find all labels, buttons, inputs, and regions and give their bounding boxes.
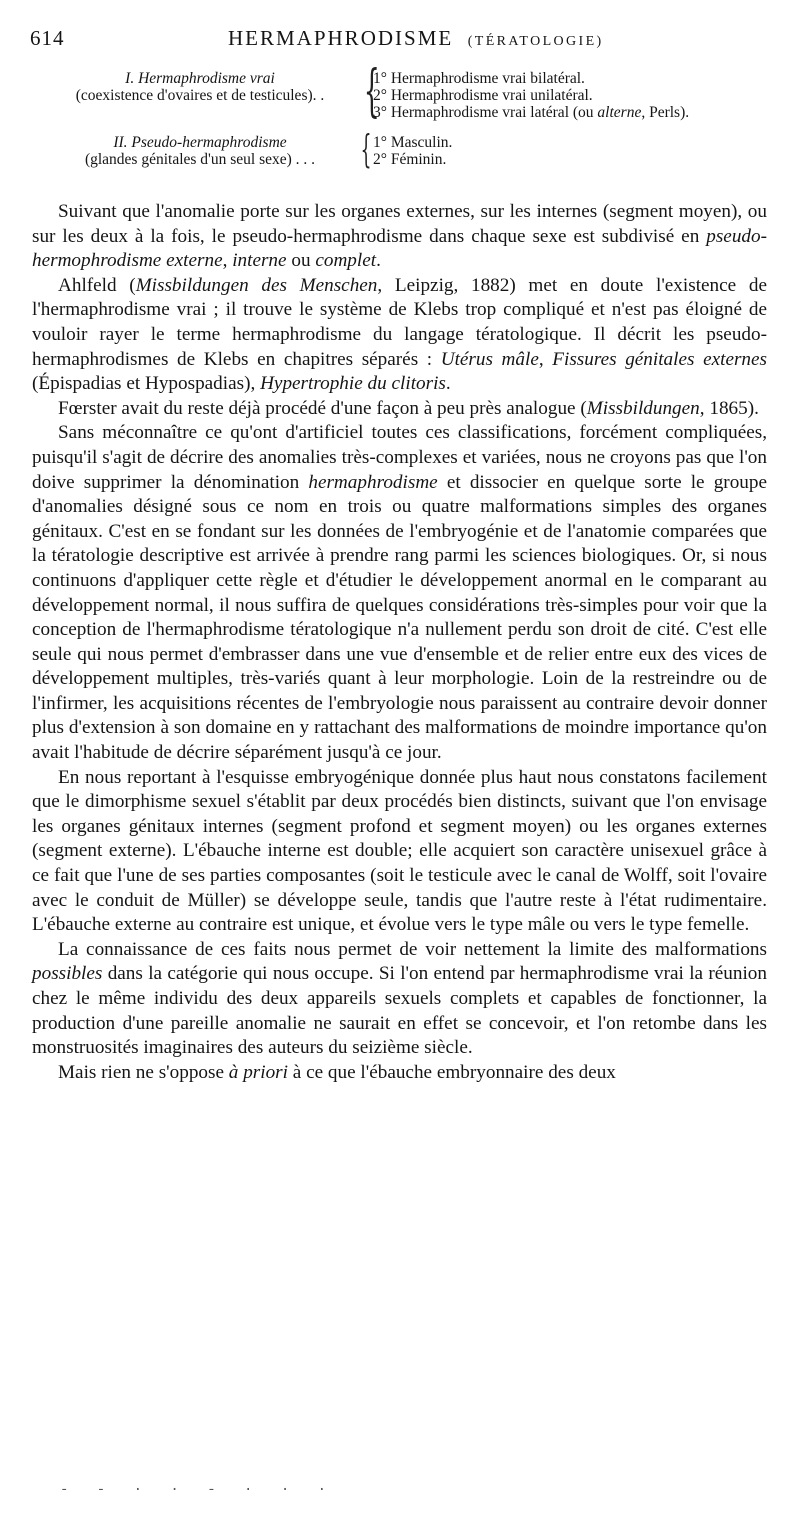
italic-run: Hypertrophie du clitoris xyxy=(260,373,446,395)
italic-run: à priori xyxy=(228,1061,288,1083)
text-run: Fœrster avait du reste déjà procédé d'une façon à peu près analogue ( xyxy=(58,397,587,419)
paragraph xyxy=(32,1061,767,1086)
classification-subtitle: (coexistence d'ovaires et de testicules). . xyxy=(75,87,325,104)
text-run: , 1865). xyxy=(699,397,759,419)
italic-run: Fissures génitales externes xyxy=(552,348,767,370)
text-run: (Épispadias et Hypospadias), xyxy=(32,373,261,395)
running-title-subtitle: (TÉRATOLOGIE) xyxy=(467,34,604,49)
text-run: dans la catégorie qui nous occupe. Si l'on entend par hermaphrodisme vrai la réunion chez le même individu des deux appareils sexuels complets et capables de fonctionner, la production d'une pareille anomalie ne saurait en effet se concevoir, et l'on retombe dans les monstruosités imaginaires des auteurs du seizième siècle. xyxy=(32,963,767,1059)
footer-marks: - - · · - · · · xyxy=(60,1482,337,1498)
text-run: Sans méconnaître ce qu'ont d'artificiel toutes ces classifications, forcément compliquées, puisqu'il s'agit de décrire des anomalies très-complexes et variées, nous ne croyons pas que l'on doive supprimer la dénomination xyxy=(32,422,767,493)
running-header xyxy=(30,24,770,58)
text-run: , Leipzig, 1882) met en doute l'existence de l'hermaphrodisme vrai ; il trouve le système de Klebs trop compliqué et n'est pas éloigné de vouloir rayer le terme hermaphrodisme du langage tératologique. Il décrit les pseudo-hermaphrodismes de Klebs en chapitres séparés : xyxy=(32,274,767,370)
italic-run: Missbildungen des Menschen xyxy=(135,274,378,296)
paragraph xyxy=(32,766,767,938)
italic-run: Utérus mâle xyxy=(440,348,539,370)
classification-item: 2° Hermaphrodisme vrai unilatéral. xyxy=(373,87,593,104)
classification-item: 2° Féminin. xyxy=(373,151,447,168)
classification-table xyxy=(40,59,770,184)
italic-run: possibles xyxy=(32,963,103,985)
body-text xyxy=(32,200,767,1085)
paragraph xyxy=(32,200,767,274)
page-number: 614 xyxy=(30,26,65,50)
classification-heading xyxy=(40,134,360,168)
text-run: En nous reportant à l'esquisse embryogénique donnée plus haut nous constatons facilement que le dimorphisme sexuel s'établit par deux procédés bien distincts, suivant que l'on envisage les organes génitaux internes (segment profond et segment moyen) ou les organes externes (segment externe). L'ébauche interne est double; elle acquiert son caractère unisexuel grâce à ce fait que l'une de ses parties composantes (soit le testicule avec le canal de Wolff, soit l'ovaire avec le conduit de Müller) se développe seule, tandis que l'autre reste à l'état rudimentaire. L'ébauche externe au contraire est unique, et évolue vers le type mâle ou vers le type femelle. xyxy=(32,766,767,936)
text-run: ou xyxy=(286,250,316,272)
italic-run: pseudo-hermophrodisme externe xyxy=(32,225,767,272)
classification-title: I. Hermaphrodisme vrai xyxy=(125,70,275,87)
classification-subtitle: (glandes génitales d'un seul sexe) . . . xyxy=(84,151,316,168)
text-run: . xyxy=(376,250,381,272)
classification-items xyxy=(373,70,689,121)
italic-run: Missbildungen xyxy=(586,397,700,419)
paragraph xyxy=(32,938,767,1061)
brace-mark: { xyxy=(360,127,372,171)
paragraph xyxy=(32,274,767,397)
text-run: Mais rien ne s'oppose xyxy=(58,1061,229,1083)
paragraph xyxy=(32,397,767,422)
classification-title: II. Pseudo-hermaphrodisme xyxy=(113,134,287,151)
text-run: , xyxy=(222,250,233,272)
brace-mark: { xyxy=(363,59,380,124)
text-run: , xyxy=(538,348,553,370)
text-run: à ce que l'ébauche embryonnaire des deux xyxy=(287,1061,616,1083)
classification-heading xyxy=(40,70,360,104)
running-title xyxy=(228,26,604,51)
paragraph xyxy=(32,421,767,765)
italic-run: interne xyxy=(232,250,287,272)
italic-run: hermaphrodisme xyxy=(308,471,438,493)
text-run: Suivant que l'anomalie porte sur les organes externes, sur les internes (segment moyen), ou sur les deux à la fois, le pseudo-hermaphrodisme dans chaque sexe est subdivisé en xyxy=(32,201,767,247)
text-run: et dissocier en quelque sorte le groupe d'anomalies désigné sous ce nom en trois ou quatre malformations simples des organes génitaux. C'est en se fondant sur les données de l'embryogénie et de l'anatomie comparées que la tératologie descriptive est arrivée à prendre rang parmi les sciences biologiques. Or, si nous continuons d'appliquer cette règle et d'étudier le développement anormal en le comparant au développement normal, il nous suffira de quelques considérations très-simples pour voir que la conception de l'hermaphrodisme tératologique n'a nullement perdu son droit de cité. C'est elle seule qui nous permet d'embrasser dans une vue d'ensemble et de relier entre eux des vices de développement multiples, très-variés quant à leur morphologie. Loin de la restreindre ou de l'infirmer, les acquisitions récentes de l'embryologie nous paraissent au contraire devoir donner plus d'extension à son domaine en y rattachant des malformations de moindre importance qu'on avait l'habitude de décrire séparément jusqu'à ce jour. xyxy=(32,471,767,764)
classification-item: 3° Hermaphrodisme vrai latéral (ou alterne, Perls). xyxy=(373,104,690,121)
text-run: Ahlfeld ( xyxy=(58,274,136,296)
classification-item: 1° Hermaphrodisme vrai bilatéral. xyxy=(373,70,585,87)
classification-item: 1° Masculin. xyxy=(373,134,453,151)
text-run: La connaissance de ces faits nous permet de voir nettement la limite des malformations xyxy=(58,938,767,960)
classification-items xyxy=(373,134,452,168)
text-run: . xyxy=(445,373,451,395)
running-title-main: HERMAPHRODISME xyxy=(228,26,454,50)
italic-run: complet xyxy=(315,250,377,272)
